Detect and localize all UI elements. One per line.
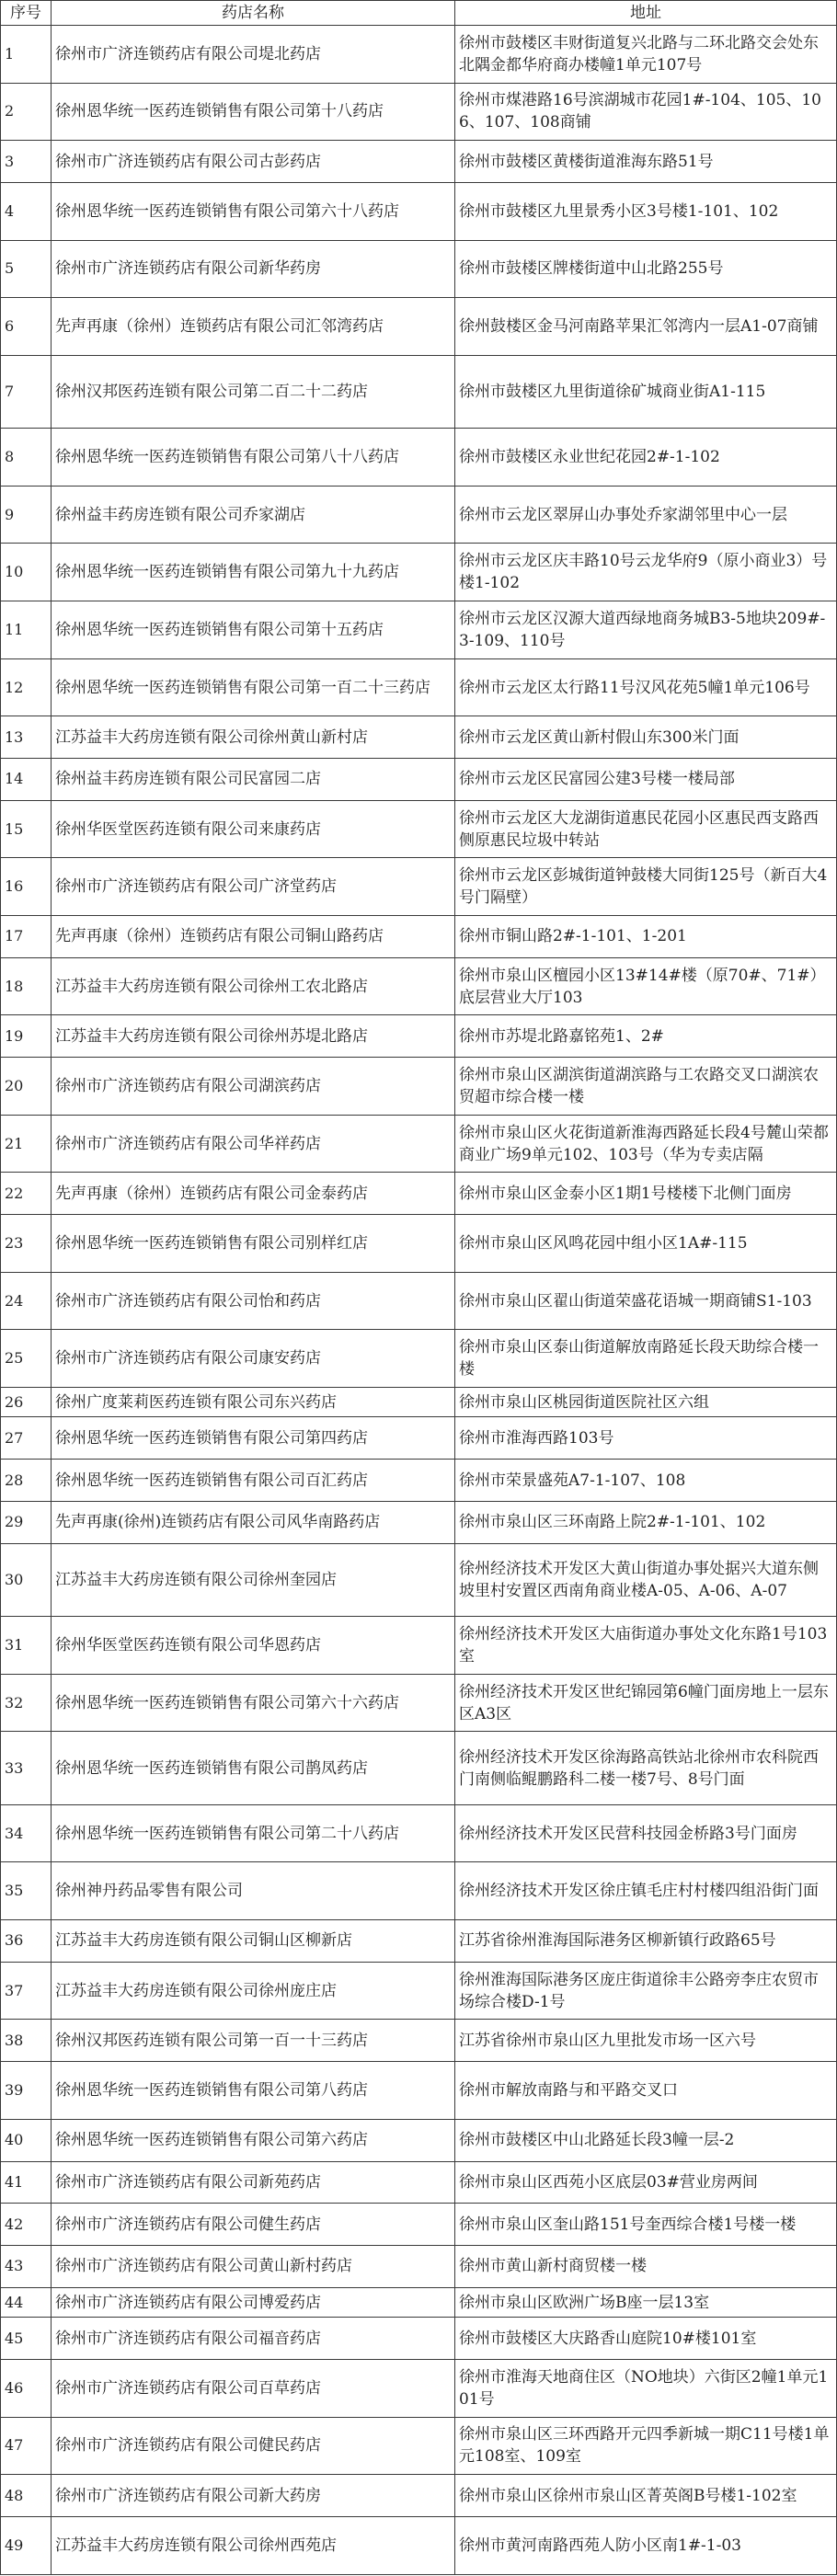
cell-name: 徐州市广济连锁药店有限公司新苑药店: [52, 2161, 455, 2204]
cell-address: 徐州市荣景盛苑A7-1-107、108: [455, 1460, 837, 1502]
table-row: [1, 1460, 837, 1502]
table-row: [1, 2020, 837, 2062]
cell-no: 21: [1, 1115, 52, 1173]
cell-address: 徐州市云龙区黄山新村假山东300米门面: [455, 716, 837, 759]
cell-address: 徐州市泉山区三环西路开元四季新城一期C11号楼1单元108室、109室: [455, 2417, 837, 2475]
cell-name: 徐州广度莱莉医药连锁有限公司东兴药店: [52, 1387, 455, 1417]
cell-name: 先声再康(徐州)连锁药店有限公司风华南路药店: [52, 1501, 455, 1543]
table-row: [1, 182, 837, 240]
cell-no: 45: [1, 2318, 52, 2360]
cell-name: 徐州市广济连锁药店有限公司广济堂药店: [52, 858, 455, 916]
table-row: [1, 1058, 837, 1116]
table-row: [1, 1417, 837, 1460]
cell-name: 徐州恩华统一医药连锁销售有限公司鹊凤药店: [52, 1732, 455, 1804]
cell-name: 徐州神丹药品零售有限公司: [52, 1862, 455, 1920]
cell-no: 36: [1, 1920, 52, 1963]
table-row: [1, 2318, 837, 2360]
cell-no: 31: [1, 1617, 52, 1675]
cell-no: 48: [1, 2475, 52, 2517]
cell-no: 19: [1, 1015, 52, 1058]
cell-address: 徐州市云龙区汉源大道西绿地商务城B3-5地块209#-3-109、110号: [455, 601, 837, 659]
cell-address: 徐州市云龙区民富园公建3号楼一楼局部: [455, 759, 837, 801]
table-row: [1, 1862, 837, 1920]
cell-address: 徐州经济技术开发区徐庄镇毛庄村村楼四组沿街门面: [455, 1862, 837, 1920]
header-no: 序号: [1, 1, 52, 26]
table-row: [1, 2517, 837, 2575]
cell-address: 徐州市铜山路2#-1-101、1-201: [455, 916, 837, 958]
cell-address: 徐州市鼓楼区大庆路香山庭院10#楼101室: [455, 2318, 837, 2360]
cell-name: 江苏益丰大药房连锁有限公司徐州庞庄店: [52, 1962, 455, 2020]
cell-name: 江苏益丰大药房连锁有限公司徐州奎园店: [52, 1543, 455, 1616]
cell-name: 徐州恩华统一医药连锁销售有限公司第十五药店: [52, 601, 455, 659]
cell-no: 47: [1, 2417, 52, 2475]
cell-name: 徐州市广济连锁药店有限公司康安药店: [52, 1330, 455, 1388]
cell-no: 35: [1, 1862, 52, 1920]
table-row: [1, 1674, 837, 1732]
cell-name: 徐州市广济连锁药店有限公司百草药店: [52, 2360, 455, 2418]
cell-no: 29: [1, 1501, 52, 1543]
header-address: 地址: [455, 1, 837, 26]
cell-no: 12: [1, 658, 52, 716]
cell-address: 徐州市泉山区檀园小区13#14#楼（原70#、71#）底层营业大厅103: [455, 957, 837, 1015]
cell-address: 徐州市泉山区欧洲广场B座一层13室: [455, 2287, 837, 2318]
table-row: [1, 1387, 837, 1417]
cell-no: 40: [1, 2119, 52, 2161]
cell-name: 先声再康（徐州）连锁药店有限公司汇邻湾药店: [52, 298, 455, 356]
cell-name: 江苏益丰大药房连锁有限公司徐州工农北路店: [52, 957, 455, 1015]
table-row: [1, 1732, 837, 1804]
cell-name: 徐州恩华统一医药连锁销售有限公司第四药店: [52, 1417, 455, 1460]
cell-no: 37: [1, 1962, 52, 2020]
cell-name: 徐州市广济连锁药店有限公司福音药店: [52, 2318, 455, 2360]
cell-name: 徐州汉邦医药连锁有限公司第二百二十二药店: [52, 355, 455, 428]
table-row: [1, 2246, 837, 2288]
table-row: [1, 1617, 837, 1675]
cell-address: 徐州市黄河南路西苑人防小区南1#-1-03: [455, 2517, 837, 2575]
cell-no: 15: [1, 800, 52, 858]
table-row: [1, 26, 837, 84]
cell-no: 27: [1, 1417, 52, 1460]
cell-address: 徐州经济技术开发区大庙街道办事处文化东路1号103室: [455, 1617, 837, 1675]
header-name: 药店名称: [52, 1, 455, 26]
cell-address: 徐州市泉山区湖滨街道湖滨路与工农路交叉口湖滨农贸超市综合楼一楼: [455, 1058, 837, 1116]
cell-address: 徐州市泉山区火花街道新淮海西路延长段4号麓山荣都商业广场9单元102、103号（华为专卖店隔: [455, 1115, 837, 1173]
cell-address: 徐州市云龙区彭城街道钟鼓楼大同街125号（新百大4号门隔壁）: [455, 858, 837, 916]
table-row: [1, 2287, 837, 2318]
table-row: [1, 544, 837, 601]
cell-no: 5: [1, 240, 52, 298]
table-row: [1, 601, 837, 659]
cell-address: 徐州市云龙区翠屏山办事处乔家湖邻里中心一层: [455, 486, 837, 544]
table-row: [1, 759, 837, 801]
cell-no: 10: [1, 544, 52, 601]
cell-no: 11: [1, 601, 52, 659]
table-row: [1, 1501, 837, 1543]
cell-no: 34: [1, 1804, 52, 1862]
cell-no: 16: [1, 858, 52, 916]
table-row: [1, 1115, 837, 1173]
cell-no: 24: [1, 1272, 52, 1330]
cell-address: 徐州市淮海天地商住区（NO地块）六街区2幢1单元101号: [455, 2360, 837, 2418]
cell-name: 徐州恩华统一医药连锁销售有限公司第一百二十三药店: [52, 658, 455, 716]
cell-no: 33: [1, 1732, 52, 1804]
cell-name: 徐州恩华统一医药连锁销售有限公司第八十八药店: [52, 429, 455, 487]
cell-no: 30: [1, 1543, 52, 1616]
cell-no: 18: [1, 957, 52, 1015]
table-row: [1, 1330, 837, 1388]
cell-address: 江苏省徐州市泉山区九里批发市场一区六号: [455, 2020, 837, 2062]
table-row: [1, 2062, 837, 2120]
table-row: [1, 858, 837, 916]
table-row: [1, 1920, 837, 1963]
cell-address: 徐州市云龙区庆丰路10号云龙华府9（原小商业3）号楼1-102: [455, 544, 837, 601]
cell-name: 江苏益丰大药房连锁有限公司徐州西苑店: [52, 2517, 455, 2575]
cell-name: 江苏益丰大药房连锁有限公司徐州黄山新村店: [52, 716, 455, 759]
table-body: [1, 26, 837, 2575]
cell-no: 41: [1, 2161, 52, 2204]
table-row: [1, 800, 837, 858]
cell-address: 徐州市泉山区桃园街道医院社区六组: [455, 1387, 837, 1417]
table-row: [1, 2204, 837, 2246]
cell-address: 徐州市黄山新村商贸楼一楼: [455, 2246, 837, 2288]
cell-no: 32: [1, 1674, 52, 1732]
table-row: [1, 2360, 837, 2418]
cell-address: 徐州淮海国际港务区庞庄街道徐丰公路旁李庄农贸市场综合楼D-1号: [455, 1962, 837, 2020]
cell-address: 徐州市淮海西路103号: [455, 1417, 837, 1460]
cell-address: 徐州鼓楼区金马河南路苹果汇邻湾内一层A1-07商铺: [455, 298, 837, 356]
cell-name: 徐州恩华统一医药连锁销售有限公司第二十八药店: [52, 1804, 455, 1862]
cell-address: 徐州市苏堤北路嘉铭苑1、2#: [455, 1015, 837, 1058]
cell-address: 徐州市泉山区奎山路151号奎西综合楼1号楼一楼: [455, 2204, 837, 2246]
cell-address: 徐州市鼓楼区丰财街道复兴北路与二环北路交会处东北隅金都华府商办楼幢1单元107号: [455, 26, 837, 84]
cell-no: 7: [1, 355, 52, 428]
table-row: [1, 240, 837, 298]
cell-no: 26: [1, 1387, 52, 1417]
cell-address: 徐州经济技术开发区民营科技园金桥路3号门面房: [455, 1804, 837, 1862]
cell-no: 17: [1, 916, 52, 958]
cell-name: 徐州市广济连锁药店有限公司华祥药店: [52, 1115, 455, 1173]
cell-address: 徐州市鼓楼区九里景秀小区3号楼1-101、102: [455, 182, 837, 240]
cell-name: 徐州恩华统一医药连锁销售有限公司第六十六药店: [52, 1674, 455, 1732]
cell-no: 9: [1, 486, 52, 544]
cell-name: 徐州恩华统一医药连锁销售有限公司别样红店: [52, 1215, 455, 1273]
table-row: [1, 2417, 837, 2475]
cell-name: 江苏益丰大药房连锁有限公司徐州苏堤北路店: [52, 1015, 455, 1058]
cell-name: 徐州华医堂医药连锁有限公司华恩药店: [52, 1617, 455, 1675]
cell-name: 徐州恩华统一医药连锁销售有限公司百汇药店: [52, 1460, 455, 1502]
cell-name: 徐州市广济连锁药店有限公司堤北药店: [52, 26, 455, 84]
cell-address: 徐州市泉山区翟山街道荣盛花语城一期商铺S1-103: [455, 1272, 837, 1330]
cell-name: 徐州市广济连锁药店有限公司新大药房: [52, 2475, 455, 2517]
cell-address: 徐州市泉山区风鸣花园中组小区1A#-115: [455, 1215, 837, 1273]
cell-address: 徐州市鼓楼区牌楼街道中山北路255号: [455, 240, 837, 298]
cell-name: 先声再康（徐州）连锁药店有限公司金泰药店: [52, 1173, 455, 1215]
table-row: [1, 957, 837, 1015]
cell-no: 8: [1, 429, 52, 487]
cell-address: 徐州市鼓楼区永业世纪花园2#-1-102: [455, 429, 837, 487]
cell-name: 徐州汉邦医药连锁有限公司第一百一十三药店: [52, 2020, 455, 2062]
cell-no: 23: [1, 1215, 52, 1273]
cell-no: 42: [1, 2204, 52, 2246]
table-row: [1, 1962, 837, 2020]
cell-name: 徐州市广济连锁药店有限公司怡和药店: [52, 1272, 455, 1330]
cell-no: 1: [1, 26, 52, 84]
cell-name: 徐州恩华统一医药连锁销售有限公司第六十八药店: [52, 182, 455, 240]
cell-name: 徐州市广济连锁药店有限公司健生药店: [52, 2204, 455, 2246]
table-row: [1, 83, 837, 141]
cell-no: 22: [1, 1173, 52, 1215]
header-row: [1, 1, 837, 26]
table-row: [1, 1015, 837, 1058]
cell-no: 14: [1, 759, 52, 801]
cell-address: 徐州市鼓楼区九里街道徐矿城商业街A1-115: [455, 355, 837, 428]
cell-no: 3: [1, 141, 52, 183]
cell-address: 徐州市云龙区大龙湖街道惠民花园小区惠民西支路西侧原惠民垃圾中转站: [455, 800, 837, 858]
cell-name: 徐州华医堂医药连锁有限公司来康药店: [52, 800, 455, 858]
cell-address: 徐州市泉山区泰山街道解放南路延长段天助综合楼一楼: [455, 1330, 837, 1388]
cell-name: 徐州市广济连锁药店有限公司古彭药店: [52, 141, 455, 183]
cell-name: 徐州恩华统一医药连锁销售有限公司第六药店: [52, 2119, 455, 2161]
cell-name: 徐州恩华统一医药连锁销售有限公司第九十九药店: [52, 544, 455, 601]
cell-no: 28: [1, 1460, 52, 1502]
cell-no: 49: [1, 2517, 52, 2575]
table-row: [1, 1804, 837, 1862]
cell-name: 徐州恩华统一医药连锁销售有限公司第八药店: [52, 2062, 455, 2120]
cell-address: 徐州市鼓楼区黄楼街道淮海东路51号: [455, 141, 837, 183]
cell-no: 2: [1, 83, 52, 141]
cell-address: 徐州市煤港路16号滨湖城市花园1#-104、105、106、107、108商铺: [455, 83, 837, 141]
cell-address: 徐州市泉山区西苑小区底层03#营业房两间: [455, 2161, 837, 2204]
cell-no: 25: [1, 1330, 52, 1388]
table-row: [1, 429, 837, 487]
cell-no: 46: [1, 2360, 52, 2418]
cell-name: 徐州市广济连锁药店有限公司博爱药店: [52, 2287, 455, 2318]
cell-address: 徐州市鼓楼区中山北路延长段3幢一层-2: [455, 2119, 837, 2161]
cell-no: 20: [1, 1058, 52, 1116]
table-row: [1, 298, 837, 356]
table-row: [1, 486, 837, 544]
cell-address: 徐州经济技术开发区徐海路高铁站北徐州市农科院西门南侧临鲲鹏路科二楼一楼7号、8号门面: [455, 1732, 837, 1804]
table-row: [1, 1215, 837, 1273]
table-row: [1, 1173, 837, 1215]
cell-address: 徐州经济技术开发区世纪锦园第6幢门面房地上一层东区A3区: [455, 1674, 837, 1732]
cell-no: 39: [1, 2062, 52, 2120]
table-row: [1, 916, 837, 958]
cell-name: 徐州市广济连锁药店有限公司新华药房: [52, 240, 455, 298]
table-row: [1, 1543, 837, 1616]
table-row: [1, 355, 837, 428]
table-row: [1, 2161, 837, 2204]
cell-name: 徐州恩华统一医药连锁销售有限公司第十八药店: [52, 83, 455, 141]
cell-address: 徐州市泉山区徐州市泉山区菁英阁B号楼1-102室: [455, 2475, 837, 2517]
cell-no: 38: [1, 2020, 52, 2062]
table-row: [1, 1272, 837, 1330]
cell-name: 先声再康（徐州）连锁药店有限公司铜山路药店: [52, 916, 455, 958]
table-row: [1, 716, 837, 759]
cell-address: 徐州市泉山区金泰小区1期1号楼楼下北侧门面房: [455, 1173, 837, 1215]
cell-no: 4: [1, 182, 52, 240]
cell-name: 徐州市广济连锁药店有限公司黄山新村药店: [52, 2246, 455, 2288]
table-row: [1, 2119, 837, 2161]
cell-name: 徐州市广济连锁药店有限公司健民药店: [52, 2417, 455, 2475]
cell-no: 44: [1, 2287, 52, 2318]
cell-address: 徐州市泉山区三环南路上院2#-1-101、102: [455, 1501, 837, 1543]
cell-name: 徐州益丰药房连锁有限公司乔家湖店: [52, 486, 455, 544]
cell-no: 13: [1, 716, 52, 759]
cell-address: 徐州经济技术开发区大黄山街道办事处据兴大道东侧坡里村安置区西南角商业楼A-05、A-06、A-07: [455, 1543, 837, 1616]
cell-address: 徐州市云龙区太行路11号汉风花苑5幢1单元106号: [455, 658, 837, 716]
cell-no: 6: [1, 298, 52, 356]
cell-address: 江苏省徐州淮海国际港务区柳新镇行政路65号: [455, 1920, 837, 1963]
cell-name: 江苏益丰大药房连锁有限公司铜山区柳新店: [52, 1920, 455, 1963]
cell-name: 徐州市广济连锁药店有限公司湖滨药店: [52, 1058, 455, 1116]
cell-name: 徐州益丰药房连锁有限公司民富园二店: [52, 759, 455, 801]
table-row: [1, 2475, 837, 2517]
cell-no: 43: [1, 2246, 52, 2288]
table-row: [1, 141, 837, 183]
cell-address: 徐州市解放南路与和平路交叉口: [455, 2062, 837, 2120]
table-row: [1, 658, 837, 716]
